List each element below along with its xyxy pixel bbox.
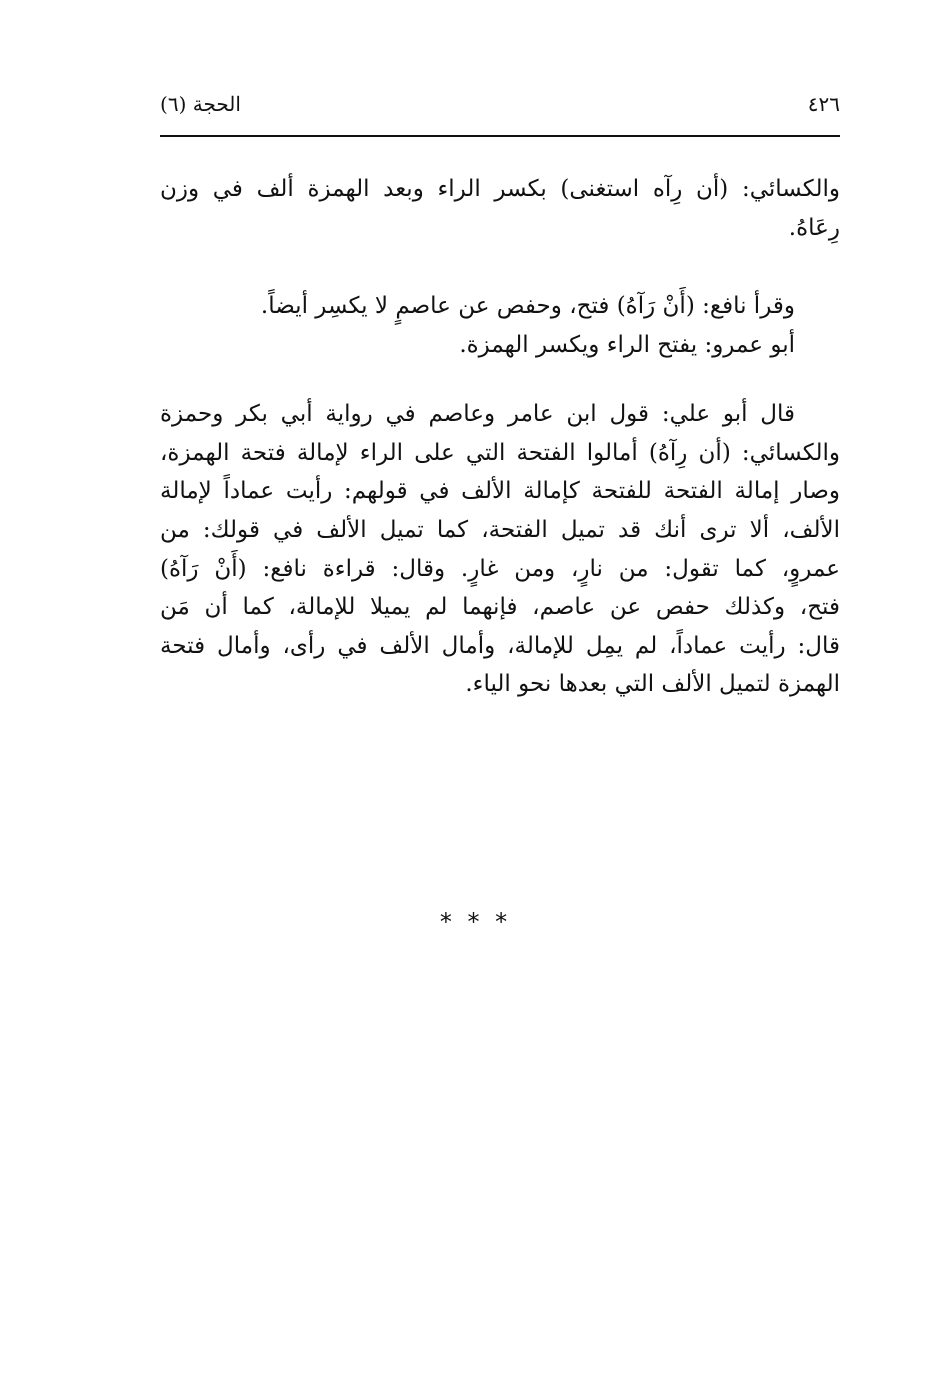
running-title: الحجة (٦): [160, 92, 241, 116]
text-line: وصار إمالة الفتحة للفتحة كإمالة الألف في قولهم: رأيت عماداً لإمالة: [160, 478, 840, 505]
paragraph-nafi-reading: [160, 287, 840, 365]
body-text: [160, 170, 840, 704]
paragraph-kisai-reading: [160, 170, 840, 247]
text-line: والكسائي: (أن رِآه استغنى) بكسر الراء وبعد الهمزة ألف في وزن: [160, 176, 840, 202]
text-line: عمروٍ، كما تقول: من نارٍ، ومن غارٍ. وقال: قراءة نافع: (أَنْ رَآهُ): [160, 555, 840, 582]
text-line: والكسائي: (أن رِآهُ) أمالوا الفتحة التي على الراء لإمالة فتحة الهمزة،: [160, 439, 840, 466]
section-separator: * * *: [439, 908, 512, 936]
text-line: وقرأ نافع: (أَنْ رَآهُ) فتح، وحفص عن عاصمٍ لا يكسِر أيضاً.: [260, 293, 795, 320]
text-line: رِعَاهُ.: [788, 214, 840, 241]
text-line: قال: رأيت عماداً، لم يمِل للإمالة، وأمال الألف في رأى، وأمال فتحة: [160, 632, 840, 659]
paragraph-abu-ali-commentary: [160, 395, 840, 704]
text-line: أبو عمرو: يفتح الراء ويكسر الهمزة.: [459, 332, 795, 359]
header-rule: [160, 135, 840, 137]
text-line: فتح، وكذلك حفص عن عاصم، فإنهما لم يميلا للإمالة، كما أن مَن: [160, 594, 840, 621]
text-line: الألف، ألا ترى أنك قد تميل الفتحة، كما تميل الألف في قولك: من: [160, 516, 840, 543]
text-line: الهمزة لتميل الألف التي بعدها نحو الياء.: [465, 671, 840, 698]
page-number: ٤٢٦: [807, 92, 840, 116]
page-header: [160, 92, 840, 120]
text-line: قال أبو علي: قول ابن عامر وعاصم في رواية أبي بكر وحمزة: [160, 401, 795, 428]
